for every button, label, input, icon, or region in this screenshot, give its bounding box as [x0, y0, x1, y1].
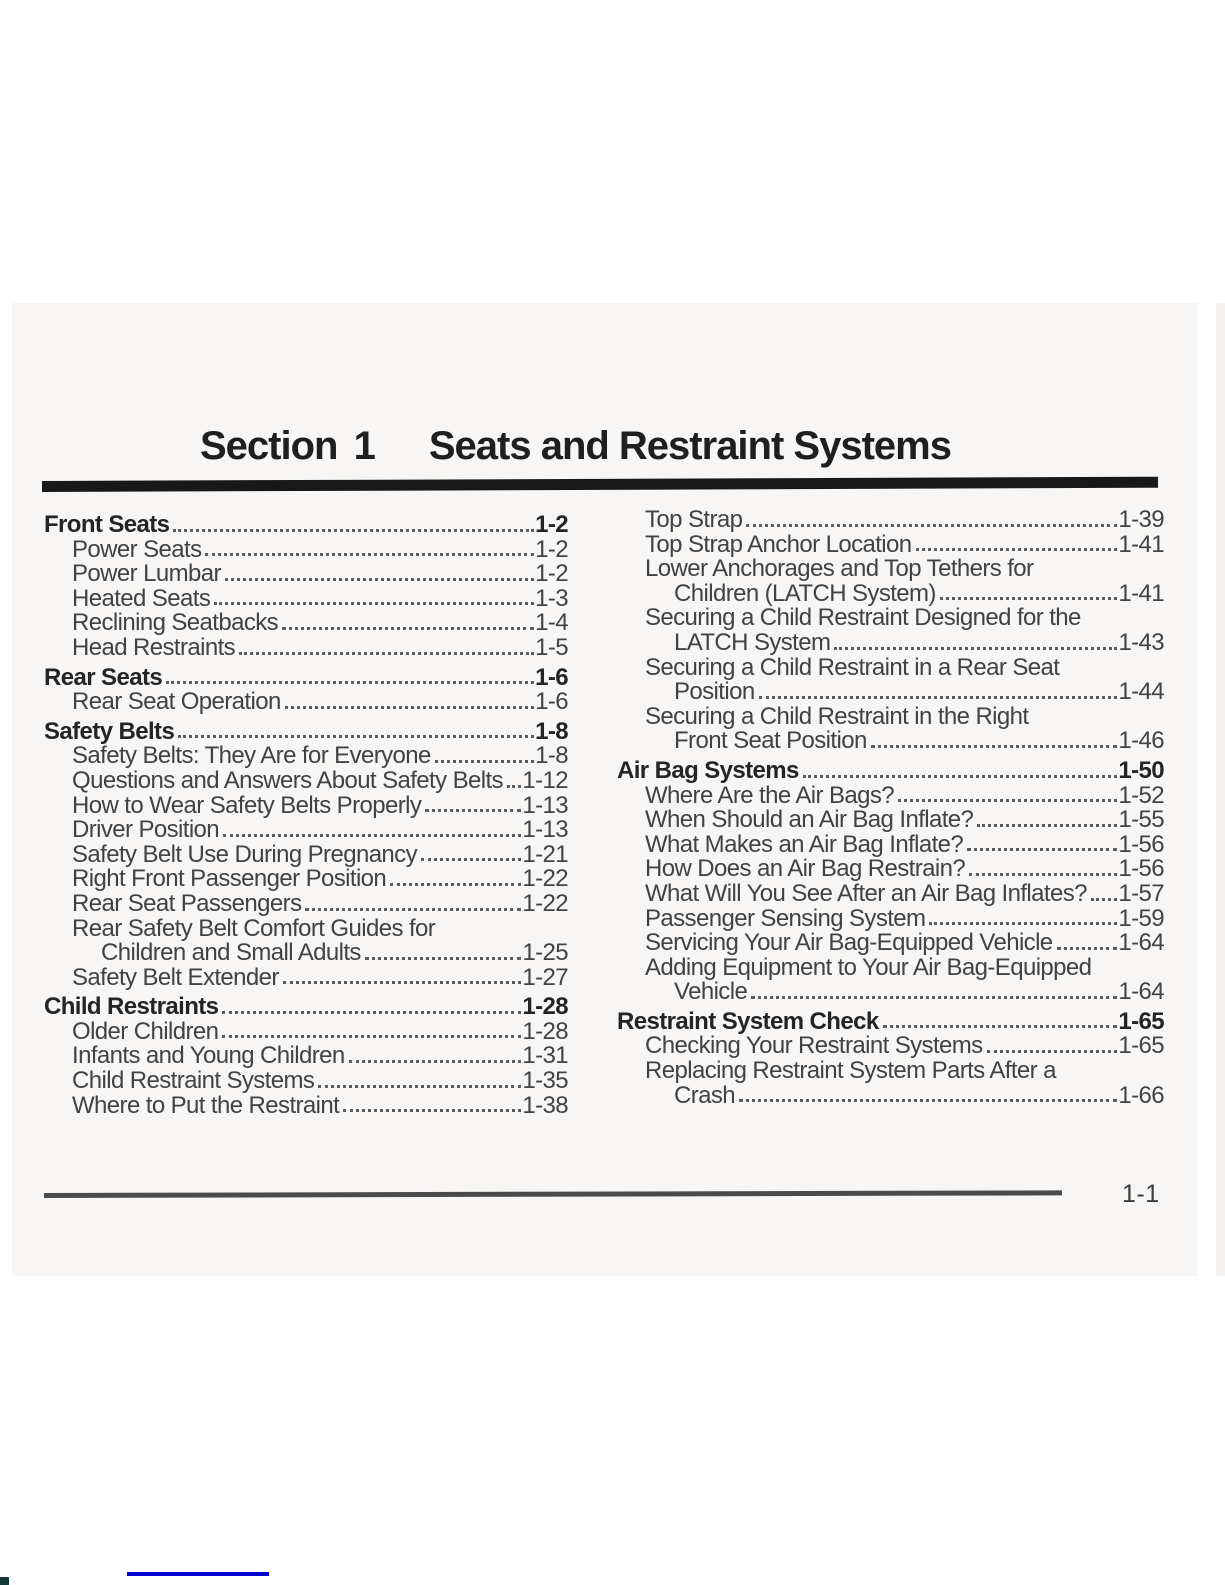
- corner-mark: [0, 1577, 9, 1585]
- toc-entry-page: 1-55: [1118, 806, 1164, 834]
- toc-entry-page: 1-41: [1118, 530, 1164, 558]
- toc-entry: [44, 791, 568, 819]
- toc-entry: [617, 1059, 1164, 1084]
- toc-dot-leader: [871, 745, 1118, 748]
- toc-entry-page: 1-44: [1118, 678, 1164, 706]
- toc-entry-label: Position: [674, 678, 755, 706]
- toc-entry: [617, 729, 1164, 754]
- toc-entry: [617, 1034, 1164, 1059]
- toc-entry-label: Infants and Young Children: [72, 1042, 345, 1070]
- toc-entry-label: Rear Seats: [44, 663, 163, 691]
- link-underline[interactable]: [127, 1572, 269, 1576]
- toc-dot-leader: [305, 908, 521, 911]
- toc-entry-page: 1-13: [522, 816, 568, 844]
- toc-entry-page: 1-12: [522, 766, 568, 794]
- toc-entry-label: Securing a Child Restraint Designed for the: [645, 604, 1081, 632]
- toc-entry: [617, 953, 1164, 981]
- toc-entry-label: Rear Seat Operation: [72, 688, 281, 716]
- toc-section-heading: [44, 663, 568, 691]
- toc-entry-label: Front Seats: [44, 511, 170, 538]
- toc-entry-label: Rear Seat Passengers: [72, 889, 302, 917]
- toc-entry: [44, 690, 568, 715]
- toc-entry-page: 1-27: [522, 963, 568, 991]
- toc-entry-page: 1-46: [1118, 727, 1164, 755]
- toc-entry-page: 1-57: [1118, 879, 1164, 907]
- toc-entry: [617, 830, 1164, 858]
- toc-dot-leader: [223, 834, 521, 837]
- page-number: 1-1: [1122, 1180, 1160, 1208]
- toc-entry-label: Safety Belts: [44, 717, 175, 745]
- toc-entry: [44, 963, 568, 991]
- toc-entry-label: Heated Seats: [72, 584, 211, 612]
- section-title: Seats and Restraint Systems: [428, 424, 951, 468]
- toc-dot-leader: [239, 652, 534, 655]
- toc-dot-leader: [421, 858, 521, 861]
- toc-entry: [44, 1017, 568, 1045]
- toc-entry: [44, 818, 568, 843]
- toc-entry-page: 1-4: [535, 609, 568, 637]
- toc-section-heading: [44, 717, 568, 745]
- toc-entry-label: Safety Belt Extender: [72, 963, 279, 991]
- toc-dot-leader: [214, 602, 534, 605]
- toc-dot-leader: [507, 785, 521, 788]
- toc-entry-page: 1-3: [535, 584, 568, 612]
- toc-entry-page: 1-50: [1118, 756, 1164, 784]
- toc-entry-page: 1-6: [535, 688, 568, 716]
- toc-entry-page: 1-22: [522, 865, 568, 893]
- toc-entry-page: 1-43: [1118, 628, 1164, 656]
- toc-dot-leader: [751, 996, 1117, 999]
- toc-dot-leader: [916, 548, 1118, 551]
- toc-entry: [44, 633, 568, 661]
- toc-entry-page: 1-2: [535, 535, 568, 563]
- toc-dot-leader: [222, 1011, 521, 1014]
- toc-entry-label: Top Strap: [645, 506, 743, 533]
- toc-entry-page: 1-6: [535, 663, 568, 691]
- toc-entry-label: What Will You See After an Air Bag Inflates?: [645, 879, 1087, 907]
- toc-entry-page: 1-2: [535, 511, 568, 538]
- toc-dot-leader: [365, 957, 522, 960]
- toc-entry-page: 1-5: [535, 633, 568, 661]
- toc-entry: [44, 584, 568, 612]
- toc-entry-page: 1-8: [535, 717, 568, 745]
- toc-entry-page: 1-56: [1118, 830, 1164, 858]
- toc-entry-label: Adding Equipment to Your Air Bag-Equipped: [645, 953, 1092, 981]
- toc-dot-leader: [746, 524, 1117, 527]
- toc-entry-label: Front Seat Position: [674, 727, 867, 755]
- toc-entry-label: Where to Put the Restraint: [72, 1091, 340, 1119]
- toc-entry: [44, 914, 568, 942]
- toc-entry: [617, 857, 1164, 882]
- toc-entry: [617, 931, 1164, 956]
- toc-entry-page: 1-35: [522, 1067, 568, 1095]
- toc-entry: [617, 702, 1164, 730]
- toc-entry: [44, 941, 568, 966]
- toc-entry-label: Securing a Child Restraint in a Rear Seat: [645, 653, 1060, 681]
- toc-entry-page: 1-65: [1118, 1032, 1164, 1060]
- toc-section-heading: [617, 756, 1164, 784]
- toc-entry: [44, 889, 568, 917]
- toc-entry: [44, 535, 568, 563]
- toc-entry-label: How Does an Air Bag Restrain?: [645, 855, 966, 883]
- toc-dot-leader: [967, 848, 1117, 851]
- toc-entry-page: 1-25: [522, 939, 568, 967]
- toc-dot-leader: [222, 1035, 521, 1038]
- toc-column-left: [44, 508, 568, 1118]
- toc-entry-label: Restraint System Check: [617, 1007, 879, 1035]
- toc-entry: [44, 611, 568, 636]
- toc-entry: [617, 680, 1164, 705]
- toc-entry-page: 1-64: [1118, 929, 1164, 957]
- toc-entry-page: 1-56: [1118, 855, 1164, 883]
- toc-entry: [617, 1081, 1164, 1109]
- toc-dot-leader: [318, 1085, 521, 1088]
- toc-dot-leader: [977, 824, 1117, 827]
- toc-section-heading: [617, 1007, 1164, 1035]
- toc-entry-label: Power Seats: [72, 535, 202, 563]
- toc-dot-leader: [929, 922, 1117, 925]
- toc-dot-leader: [940, 597, 1118, 600]
- toc-entry-page: 1-38: [522, 1091, 568, 1119]
- toc-entry-page: 1-28: [522, 1017, 568, 1045]
- toc-entry-page: 1-65: [1118, 1007, 1164, 1035]
- toc-entry-label: Rear Safety Belt Comfort Guides for: [72, 914, 436, 942]
- toc-dot-leader: [349, 1060, 522, 1063]
- toc-entry: [617, 530, 1164, 558]
- toc-dot-leader: [178, 735, 534, 738]
- toc-entry-label: Replacing Restraint System Parts After a: [645, 1057, 1056, 1085]
- toc-entry-label: Servicing Your Air Bag-Equipped Vehicle: [645, 929, 1053, 957]
- toc-entry: [617, 904, 1164, 932]
- toc-dot-leader: [166, 681, 534, 684]
- toc-entry-label: Lower Anchorages and Top Tethers for: [645, 555, 1034, 583]
- toc-entry-label: Power Lumbar: [72, 560, 221, 588]
- toc-entry: [44, 562, 568, 587]
- page-edge-strip: [1216, 303, 1225, 1276]
- toc-entry-page: 1-31: [522, 1042, 568, 1070]
- toc-dot-leader: [969, 873, 1117, 876]
- toc-column-right: [617, 508, 1164, 1108]
- toc-entry-label: Crash: [674, 1081, 736, 1109]
- toc-entry: [617, 508, 1164, 533]
- toc-entry-label: Child Restraint Systems: [72, 1067, 315, 1095]
- toc-entry-label: Questions and Answers About Safety Belts: [72, 766, 503, 794]
- toc-entry-label: Children (LATCH System): [674, 579, 936, 607]
- toc-entry: [44, 1044, 568, 1069]
- toc-entry-label: Older Children: [72, 1017, 219, 1045]
- toc-dot-leader: [173, 529, 534, 532]
- toc-entry: [44, 1091, 568, 1119]
- toc-entry-label: Reclining Seatbacks: [72, 609, 279, 637]
- toc-entry-label: Right Front Passenger Position: [72, 865, 387, 893]
- toc-entry-label: What Makes an Air Bag Inflate?: [645, 830, 964, 858]
- toc-entry-label: When Should an Air Bag Inflate?: [645, 806, 974, 834]
- toc-dot-leader: [1091, 898, 1117, 901]
- toc-dot-leader: [205, 553, 534, 556]
- section-label: Section 1: [200, 424, 375, 468]
- toc-entry: [617, 606, 1164, 631]
- toc-entry-label: Safety Belt Use During Pregnancy: [72, 840, 417, 868]
- toc-entry-label: Air Bag Systems: [617, 756, 799, 784]
- toc-dot-leader: [759, 696, 1118, 699]
- toc-dot-leader: [282, 627, 534, 630]
- toc-entry-label: LATCH System: [674, 628, 831, 656]
- toc-dot-leader: [425, 809, 521, 812]
- toc-entry: [44, 766, 568, 794]
- toc-entry: [44, 744, 568, 769]
- toc-section-heading: [44, 995, 568, 1020]
- toc-entry-label: Securing a Child Restraint in the Right: [645, 702, 1029, 730]
- toc-entry: [44, 840, 568, 868]
- toc-entry-page: 1-22: [522, 889, 568, 917]
- toc-entry: [617, 808, 1164, 833]
- toc-dot-leader: [225, 578, 534, 581]
- toc-dot-leader: [739, 1099, 1117, 1102]
- toc-entry: [617, 781, 1164, 809]
- toc-entry: [44, 867, 568, 892]
- toc-dot-leader: [803, 775, 1118, 778]
- toc-entry: [617, 879, 1164, 907]
- toc-dot-leader: [435, 760, 534, 763]
- toc-entry-label: Driver Position: [72, 816, 220, 844]
- toc-entry-label: Where Are the Air Bags?: [645, 781, 895, 809]
- page-title: [200, 424, 951, 469]
- toc-entry-label: Passenger Sensing System: [645, 904, 926, 932]
- toc-entry-page: 1-39: [1118, 506, 1164, 533]
- toc-entry: [617, 980, 1164, 1005]
- toc-entry-label: Vehicle: [674, 978, 748, 1006]
- toc-section-heading: [44, 513, 568, 538]
- toc-entry-page: 1-28: [522, 993, 568, 1021]
- toc-entry-label: Child Restraints: [44, 993, 219, 1021]
- toc-dot-leader: [390, 883, 521, 886]
- toc-entry-page: 1-21: [522, 840, 568, 868]
- toc-entry-label: Top Strap Anchor Location: [645, 530, 912, 558]
- toc-entry: [44, 1069, 568, 1094]
- toc-entry: [617, 653, 1164, 681]
- toc-entry-label: How to Wear Safety Belts Properly: [72, 791, 422, 819]
- toc-dot-leader: [834, 647, 1117, 650]
- toc-entry-page: 1-52: [1118, 781, 1164, 809]
- toc-dot-leader: [283, 981, 522, 984]
- toc-dot-leader: [987, 1050, 1118, 1053]
- toc-dot-leader: [285, 706, 534, 709]
- toc-entry: [617, 579, 1164, 607]
- toc-entry-label: Head Restraints: [72, 633, 236, 661]
- toc-entry: [617, 628, 1164, 656]
- toc-entry-page: 1-64: [1118, 978, 1164, 1006]
- toc-entry-page: 1-2: [535, 560, 568, 588]
- toc-entry-page: 1-66: [1118, 1081, 1164, 1109]
- toc-entry: [617, 557, 1164, 582]
- toc-entry-page: 1-59: [1118, 904, 1164, 932]
- toc-entry-page: 1-13: [522, 791, 568, 819]
- toc-entry-label: Safety Belts: They Are for Everyone: [72, 742, 431, 770]
- toc-dot-leader: [1057, 947, 1118, 950]
- toc-entry-label: Children and Small Adults: [101, 939, 361, 967]
- toc-dot-leader: [883, 1025, 1118, 1028]
- toc-entry-page: 1-41: [1118, 579, 1164, 607]
- toc-dot-leader: [343, 1109, 521, 1112]
- toc-entry-label: Checking Your Restraint Systems: [645, 1032, 983, 1060]
- toc-dot-leader: [898, 799, 1117, 802]
- toc-entry-page: 1-8: [535, 742, 568, 770]
